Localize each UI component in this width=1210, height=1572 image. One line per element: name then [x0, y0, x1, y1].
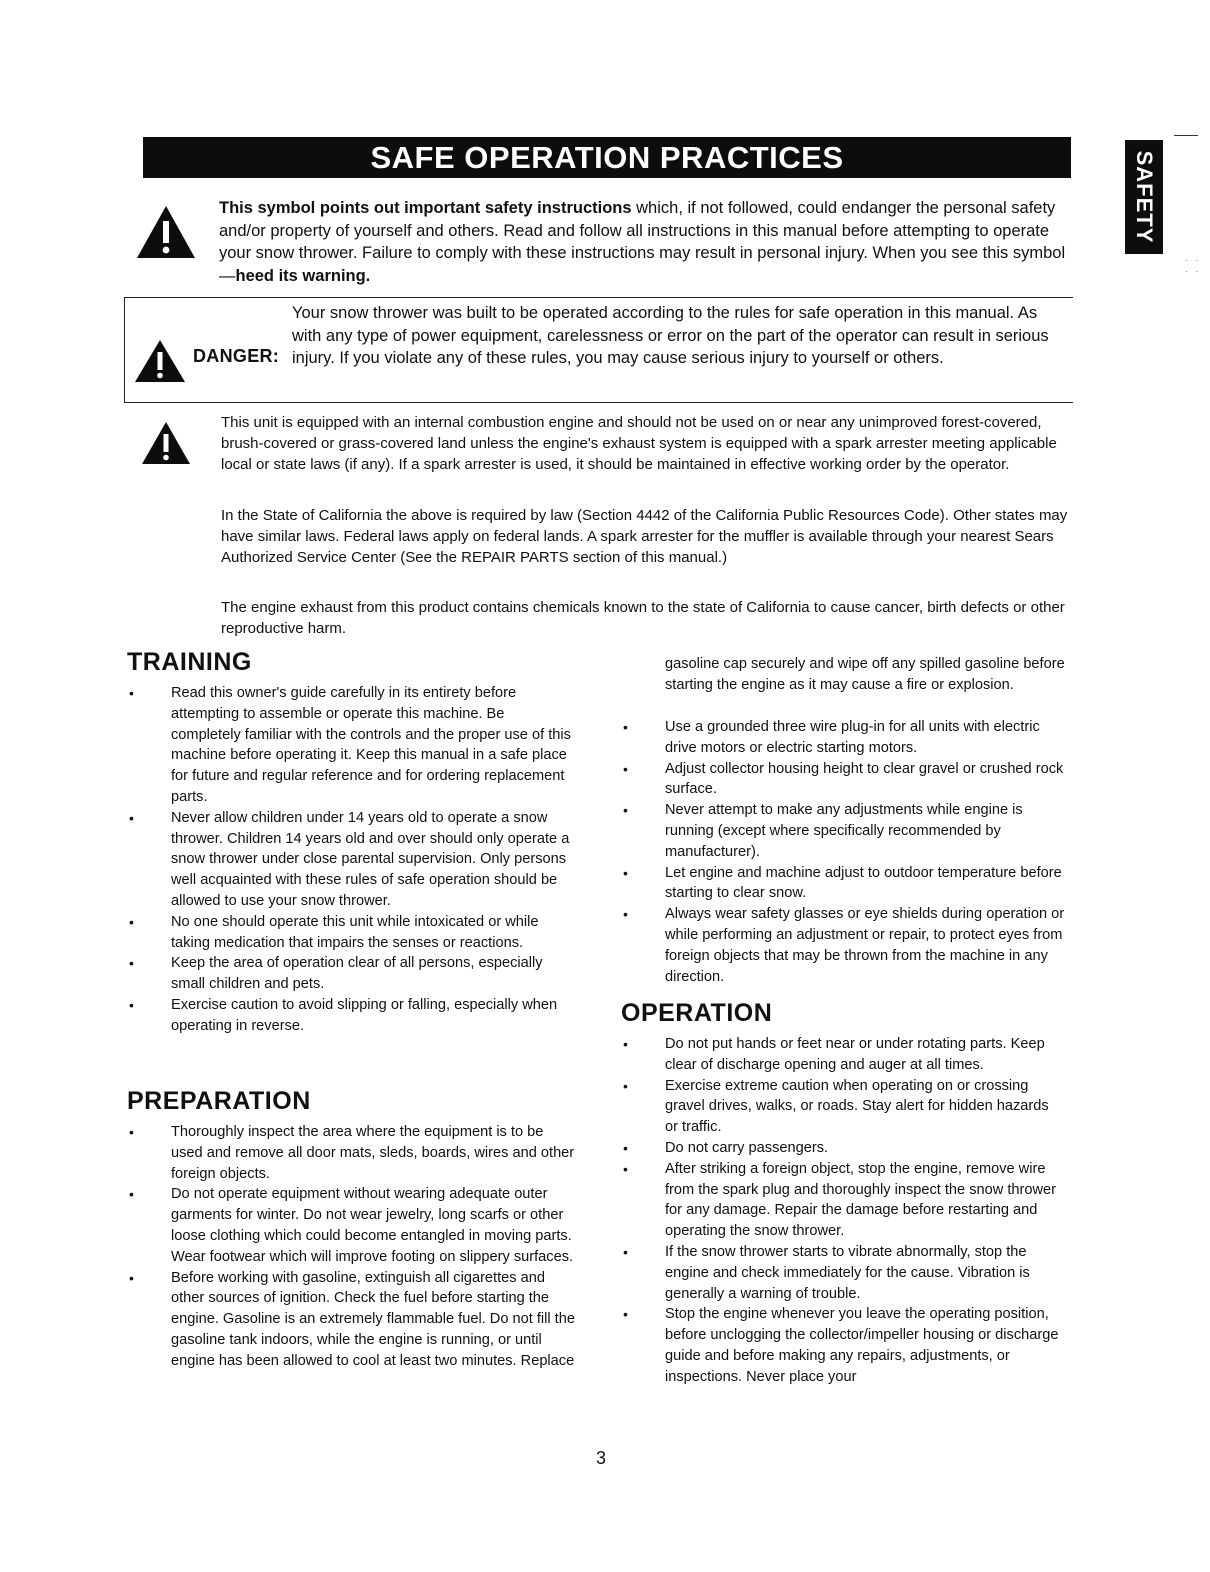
section-side-tab — [1125, 140, 1163, 254]
operation-heading: OPERATION — [621, 999, 773, 1027]
warning-triangle-icon — [135, 204, 197, 260]
page-number: 3 — [596, 1448, 607, 1468]
preparation-list — [127, 1122, 577, 1372]
list-item: • If the snow thrower starts to vibrate abnormally, stop the engine and check immediately for the cause. Vibration is generally a warning of trouble. — [621, 1242, 1065, 1304]
list-item: • Read this owner's guide carefully in its entirety before attempting to assemble or operate this machine. Be completely familiar with the controls and the proper use of this machine before operating it. Keep this manual in a safe place for future and regular reference and for ordering replacement parts. — [127, 683, 577, 808]
danger-text: Your snow thrower was built to be operated according to the rules for safe operation in this manual. As with any type of power equipment, carelessness or error on the part of the operator can result in serious injury. If you violate any of these rules, you may cause serious injury to yourself or others. — [292, 304, 1049, 367]
engine-warning-icon — [140, 420, 192, 466]
list-item: • Exercise extreme caution when operating on or crossing gravel drives, walks, or roads. Stay alert for hidden hazards or traffic. — [621, 1076, 1065, 1138]
list-item: • Exercise caution to avoid slipping or falling, especially when operating in reverse. — [127, 995, 577, 1037]
side-tab-label: SAFETY — [1132, 150, 1157, 244]
engine-notice-p3: The engine exhaust from this product contains chemicals known to the state of California to cause cancer, birth defects or other reproductive harm. — [221, 599, 1065, 637]
list-item: • Keep the area of operation clear of all persons, especially small children and pets. — [127, 953, 577, 995]
engine-notice-p2: In the State of California the above is required by law (Section 4442 of the California Public Resources Code). Other states may have similar laws. Federal laws apply on federal lands. A spark arrester for the muffler is available through your nearest Sears Authorized Service Center (See the REPAIR PARTS section of this manual.) — [221, 507, 1068, 566]
danger-label: DANGER: — [193, 346, 280, 366]
engine-notice-p1: This unit is equipped with an internal combustion engine and should not be used on or near any unimproved forest-covered, brush-covered or grass-covered land unless the engine's exhaust system is equipped with a spark arrester meeting applicable local or state laws (if any). If a spark arrester is used, it should be maintained in effective working order by the operator. — [221, 414, 1057, 473]
preparation-heading: PREPARATION — [127, 1087, 311, 1115]
list-item: • Stop the engine whenever you leave the operating position, before unclogging the collector/impeller housing or discharge guide and before making any repairs, adjustments, or inspections. Never place your — [621, 1304, 1065, 1387]
preparation-list-continued — [621, 717, 1065, 987]
list-item: • Do not put hands or feet near or under rotating parts. Keep clear of discharge opening and auger at all times. — [621, 1034, 1065, 1076]
intro-bold-lead: This symbol points out important safety instructions — [219, 199, 632, 217]
list-item: • Before working with gasoline, extinguish all cigarettes and other sources of ignition. Check the fuel before starting the engine. Gasoline is an extremely flammable fuel. Do not fill the gasoline tank indoors, while the engine is running, or until engine has been allowed to cool at least two minutes. Replace — [127, 1268, 577, 1372]
operation-list — [621, 1034, 1065, 1388]
page-title-banner: SAFE OPERATION PRACTICES — [143, 137, 1071, 178]
list-item: • Never allow children under 14 years old to operate a snow thrower. Children 14 years old and over should only operate a snow thrower under close parental supervision. Only persons well acquainted with these rules of safe operation should be allowed to use your snow thrower. — [127, 808, 577, 912]
danger-warning-icon — [133, 338, 187, 384]
side-rule — [1174, 135, 1198, 136]
list-item: • Do not carry passengers. — [621, 1138, 1065, 1159]
list-item: • Do not operate equipment without wearing adequate outer garments for winter. Do not wear jewelry, long scarfs or other loose clothing which could become entangled in moving parts. Wear footwear which will improve footing on slippery surfaces. — [127, 1184, 577, 1267]
list-item: • Thoroughly inspect the area where the equipment is to be used and remove all door mats, sleds, boards, wires and other foreign objects. — [127, 1122, 577, 1184]
list-item: • After striking a foreign object, stop the engine, remove wire from the spark plug and thoroughly inspect the snow thrower for any damage. Repair the damage before restarting and operating the snow thrower. — [621, 1159, 1065, 1242]
side-dots: · · · · — [1185, 255, 1201, 277]
training-list — [127, 683, 577, 1037]
list-item: • Always wear safety glasses or eye shields during operation or while performing an adjustment or repair, to protect eyes from foreign objects that may be thrown from the machine in any direction. — [621, 904, 1065, 987]
intro-dash: — — [219, 266, 236, 285]
list-item: • Adjust collector housing height to clear gravel or crushed rock surface. — [621, 759, 1065, 801]
list-item: • Never attempt to make any adjustments while engine is running (except where specifically recommended by manufacturer). — [621, 800, 1065, 862]
list-item: • No one should operate this unit while intoxicated or while taking medication that impairs the senses or reactions. — [127, 912, 577, 954]
list-item: • Use a grounded three wire plug-in for all units with electric drive motors or electric starting motors. — [621, 717, 1065, 759]
intro-paragraph — [219, 197, 1069, 287]
intro-bold-tail: heed its warning. — [235, 266, 371, 285]
intro-text: which, if not followed, could endanger the personal safety and/or property of yourself and others. Read and follow all instructions in this manual before attempting to operate your snow thrower. Failure to comply with these instructions may result in personal injury. When you see this symbol — [219, 199, 1066, 262]
preparation-continued: gasoline cap securely and wipe off any spilled gasoline before starting the engine as it may cause a fire or explosion. — [665, 656, 1065, 693]
list-item: • Let engine and machine adjust to outdoor temperature before starting to clear snow. — [621, 863, 1065, 905]
training-heading: TRAINING — [127, 648, 252, 676]
